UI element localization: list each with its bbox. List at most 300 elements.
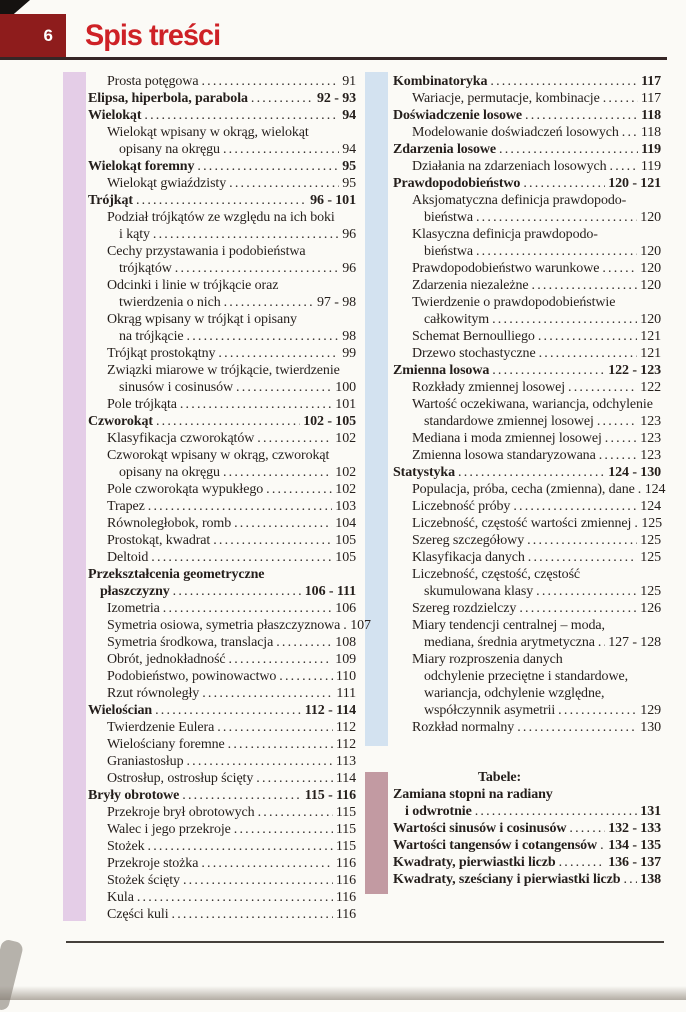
toc-row (393, 617, 661, 634)
toc-row (88, 107, 356, 124)
toc-entry-label: Szereg szczegółowy (412, 533, 525, 548)
toc-entry-label: Prawdopodobieństwo (393, 176, 521, 191)
toc-page-number: 129 (640, 703, 661, 718)
toc-row (393, 90, 661, 107)
toc-page-number: 125 (641, 516, 663, 531)
toc-row (88, 583, 356, 600)
toc-entry-label: Trójkąt prostokątny (107, 346, 216, 361)
toc-page-number: 112 - 114 (304, 703, 356, 718)
toc-entry-label: Zdarzenia losowe (393, 142, 497, 157)
toc-entry-label: Liczebność, częstość, częstość (412, 567, 581, 582)
toc-page-number: 101 (335, 397, 356, 412)
toc-page-number: 95 (342, 159, 356, 174)
toc-entry-label: Zmienna losowa standaryzowana (412, 448, 596, 463)
toc-page-number: 120 - 121 (608, 176, 661, 191)
toc-page-number: 96 (342, 227, 356, 242)
toc-page-number: 117 (640, 91, 661, 106)
toc-row (393, 583, 661, 600)
toc-row (88, 906, 356, 923)
toc-row (393, 260, 661, 277)
toc-page-number: 116 (335, 873, 356, 888)
dot-leader (256, 770, 333, 787)
toc-row (88, 821, 356, 838)
toc-page-number: 119 (640, 159, 661, 174)
toc-row (88, 668, 356, 685)
toc-entry-label: Przekroje brył obrotowych (107, 805, 255, 820)
dot-leader (173, 583, 302, 600)
toc-entry-label: Wielościan (88, 703, 153, 718)
toc-page-number: 120 (640, 312, 661, 327)
toc-entry-label: opisany na okręgu (119, 142, 220, 157)
toc-entry-label: Prosta potęgowa (107, 74, 199, 89)
toc-entry-label: Aksjomatyczna definicja prawdopodo- (412, 193, 627, 208)
toc-row (393, 379, 661, 396)
toc-row (393, 362, 661, 379)
toc-page-number: 118 (641, 108, 661, 123)
toc-row (393, 634, 661, 651)
toc-entry-label: Miary tendencji centralnej – moda, (412, 618, 605, 633)
scan-corner-smudge (0, 938, 24, 1011)
toc-entry-label: Prawdopodobieństwo warunkowe (412, 261, 600, 276)
dot-leader (197, 158, 339, 175)
right-column-color-bar (365, 72, 388, 746)
toc-entry-label: Populacja, próba, cecha (zmienna), dane (412, 482, 635, 497)
dot-leader (136, 192, 307, 209)
toc-page-number: 96 (342, 261, 356, 276)
toc-entry-label: Wariacje, permutacje, kombinacje (412, 91, 600, 106)
toc-row (393, 413, 661, 430)
toc-entry-label: opisany na okręgu (119, 465, 220, 480)
dot-leader (276, 634, 332, 651)
toc-entry-label: Części kuli (107, 907, 169, 922)
toc-entry-label: Przekroje stożka (107, 856, 199, 871)
toc-row (88, 600, 356, 617)
dot-leader (183, 872, 333, 889)
dot-leader (458, 464, 605, 481)
toc-row (88, 277, 356, 294)
dot-leader (223, 141, 339, 158)
toc-row (88, 770, 356, 787)
toc-row (88, 158, 356, 175)
dot-leader (144, 107, 339, 124)
toc-row (393, 803, 661, 820)
toc-row (393, 651, 661, 668)
toc-entry-label: standardowe zmiennej losowej (424, 414, 594, 429)
toc-entry-label: Liczebność, częstość wartości zmiennej (412, 516, 632, 531)
toc-row (88, 515, 356, 532)
toc-page-number: 97 - 98 (317, 295, 356, 310)
toc-page-number: 123 (640, 448, 661, 463)
toc-page-number: 122 - 123 (608, 363, 661, 378)
toc-page-number: 127 - 128 (608, 635, 661, 650)
toc-page-number: 138 (640, 872, 661, 887)
dot-leader (234, 821, 333, 838)
toc-entry-label: bieństwa (424, 244, 473, 259)
toc-row (88, 243, 356, 260)
toc-row (88, 702, 356, 719)
dot-leader (603, 90, 638, 107)
dot-leader (476, 243, 637, 260)
toc-row (393, 600, 661, 617)
toc-page-number: 102 (335, 465, 356, 480)
toc-row (393, 345, 661, 362)
toc-entry-label: Wielokąt foremny (88, 159, 195, 174)
toc-entry-label: płaszczyzny (100, 584, 170, 599)
toc-page-number: 121 (640, 346, 661, 361)
toc-row (88, 192, 356, 209)
toc-page-number: 100 (335, 380, 356, 395)
toc-entry-label: Doświadczenie losowe (393, 108, 523, 123)
toc-page-number: 112 (335, 720, 356, 735)
dot-leader (527, 532, 637, 549)
toc-page-number: 115 (335, 822, 356, 837)
dot-leader (559, 854, 606, 871)
toc-row (393, 430, 661, 447)
toc-entry-label: Twierdzenie Eulera (107, 720, 215, 735)
toc-entry-label: Stożek ścięty (107, 873, 180, 888)
toc-page-number: 108 (335, 635, 356, 650)
dot-leader (610, 158, 638, 175)
toc-entry-label: Graniastosłup (107, 754, 184, 769)
toc-entry-label: Rzut równoległy (107, 686, 200, 701)
toc-row (393, 141, 661, 158)
toc-row (88, 838, 356, 855)
dot-leader (475, 803, 638, 820)
toc-row (393, 532, 661, 549)
dot-leader (172, 906, 333, 923)
toc-entry-label: Walec i jego przekroje (107, 822, 231, 837)
toc-entry-label: Odcinki i linie w trójkącie oraz (107, 278, 279, 293)
toc-page-number: 102 - 105 (303, 414, 356, 429)
toc-row (88, 413, 356, 430)
toc-entry-label: Elipsa, hiperbola, parabola (88, 91, 248, 106)
dot-leader (251, 90, 314, 107)
dot-leader (163, 600, 333, 617)
toc-page-number: 105 (335, 550, 356, 565)
toc-row (393, 566, 661, 583)
dot-leader (180, 396, 332, 413)
dot-leader (202, 685, 333, 702)
toc-row (88, 447, 356, 464)
dot-leader (175, 260, 339, 277)
toc-page-number: 120 (640, 244, 661, 259)
tables-section (393, 769, 661, 888)
dot-leader (598, 634, 605, 651)
toc-page-number: 103 (335, 499, 356, 514)
dot-leader (602, 260, 637, 277)
toc-row (88, 345, 356, 362)
toc-row (88, 498, 356, 515)
dot-leader (266, 481, 332, 498)
toc-entry-label: i odwrotnie (405, 804, 472, 819)
dot-leader (201, 73, 339, 90)
toc-row (88, 549, 356, 566)
toc-page-number: 104 (335, 516, 356, 531)
toc-row (88, 311, 356, 328)
toc-page-number: 102 (335, 431, 356, 446)
dot-leader (536, 583, 637, 600)
toc-entry-label: Kula (107, 890, 134, 905)
toc-page-number: 131 (640, 804, 661, 819)
dot-leader (186, 753, 332, 770)
dot-leader (187, 328, 340, 345)
toc-entry-label: Przekształcenia geometryczne (88, 567, 265, 582)
dot-leader (513, 498, 637, 515)
dot-leader (217, 719, 333, 736)
tables-section-color-bar (365, 772, 388, 894)
toc-entry-label: sinusów i cosinusów (119, 380, 233, 395)
toc-entry-label: Cechy przystawania i podobieństwa (107, 244, 306, 259)
toc-page-number: 134 - 135 (608, 838, 661, 853)
toc-entry-label: Kwadraty, sześciany i pierwiastki liczb (393, 872, 621, 887)
toc-row (393, 209, 661, 226)
toc-row (393, 464, 661, 481)
toc-page-number: 124 - 130 (608, 465, 661, 480)
toc-row (88, 464, 356, 481)
dot-leader (137, 889, 333, 906)
toc-page-number: 120 (640, 261, 661, 276)
toc-entry-label: Trapez (107, 499, 145, 514)
toc-page-number: 99 (342, 346, 356, 361)
toc-entry-label: Mediana i moda zmiennej losowej (412, 431, 602, 446)
page-title: Spis treści (85, 19, 221, 52)
dot-leader (224, 294, 314, 311)
toc-entry-label: trójkątów (119, 261, 172, 276)
toc-page-number: 92 - 93 (317, 91, 356, 106)
toc-row (88, 617, 371, 634)
toc-entry-label: Zamiana stopni na radiany (393, 787, 553, 802)
tables-toc-rows (393, 786, 661, 888)
dot-leader (257, 430, 332, 447)
toc-page-number: 125 (640, 584, 661, 599)
dot-leader (258, 804, 333, 821)
toc-entry-label: Twierdzenie o prawdopodobieństwie (412, 295, 616, 310)
dot-leader (523, 175, 605, 192)
right-toc-column (393, 73, 666, 736)
toc-row (393, 549, 661, 566)
toc-entry-label: Miary rozproszenia danych (412, 652, 563, 667)
dot-leader (229, 175, 339, 192)
dot-leader (605, 430, 638, 447)
dot-leader (182, 787, 302, 804)
toc-row (393, 158, 661, 175)
toc-entry-label: Klasyfikacja czworokątów (107, 431, 255, 446)
toc-page-number: 130 (640, 720, 661, 735)
toc-entry-label: Stożek (107, 839, 145, 854)
toc-row (88, 73, 356, 90)
toc-page-number: 116 (335, 890, 356, 905)
toc-row (393, 277, 661, 294)
toc-entry-label: wariancja, odchylenie względne, (424, 686, 605, 701)
toc-entry-label: Ostrosłup, ostrosłup ścięty (107, 771, 254, 786)
toc-entry-label: Modelowanie doświadczeń losowych (412, 125, 619, 140)
toc-row (393, 328, 661, 345)
dot-leader (148, 838, 333, 855)
toc-row (393, 854, 661, 871)
toc-page-number: 115 (335, 805, 356, 820)
toc-page-number: 115 (335, 839, 356, 854)
toc-entry-label: Zmienna losowa (393, 363, 490, 378)
toc-page-number: 117 (641, 74, 661, 89)
toc-row (88, 90, 356, 107)
toc-entry-label: bieństwa (424, 210, 473, 225)
toc-row (393, 871, 661, 888)
toc-row (88, 481, 356, 498)
page-number-box (0, 14, 66, 57)
toc-entry-label: Liczebność próby (412, 499, 511, 514)
toc-row (88, 651, 356, 668)
toc-row (88, 889, 356, 906)
toc-page-number: 119 (641, 142, 661, 157)
toc-row (393, 481, 666, 498)
toc-page-number: 118 (640, 125, 661, 140)
toc-page-number: 125 (640, 550, 661, 565)
toc-page-number: 94 (342, 108, 356, 123)
dot-leader (622, 124, 638, 141)
dot-leader (568, 379, 637, 396)
toc-page-number: 112 (335, 737, 356, 752)
toc-row (393, 668, 661, 685)
toc-entry-label: Drzewo stochastyczne (412, 346, 536, 361)
toc-page-number: 123 (640, 414, 661, 429)
toc-page-number: 106 - 111 (304, 584, 356, 599)
toc-page-number: 120 (640, 210, 661, 225)
toc-row (393, 243, 661, 260)
dot-leader (597, 413, 637, 430)
toc-row (88, 804, 356, 821)
toc-entry-label: Czworokąt (88, 414, 153, 429)
toc-entry-label: Deltoid (107, 550, 149, 565)
toc-row (393, 294, 661, 311)
toc-row (88, 175, 356, 192)
toc-row (88, 566, 356, 583)
toc-row (393, 192, 661, 209)
toc-row (88, 753, 356, 770)
dot-leader (539, 345, 638, 362)
toc-row (393, 447, 661, 464)
toc-row (88, 328, 356, 345)
toc-page-number: 116 (335, 856, 356, 871)
toc-page-number: 105 (335, 533, 356, 548)
toc-entry-label: Wielościany foremne (107, 737, 225, 752)
toc-page-number: 96 - 101 (310, 193, 356, 208)
dot-leader (229, 651, 333, 668)
toc-row (393, 175, 661, 192)
dot-leader (492, 362, 605, 379)
toc-row (88, 209, 356, 226)
dot-leader (228, 736, 333, 753)
toc-entry-label: Pole czworokąta wypukłego (107, 482, 264, 497)
dot-leader (155, 702, 302, 719)
toc-row (393, 124, 661, 141)
toc-row (88, 379, 356, 396)
toc-entry-label: Rozkład normalny (412, 720, 515, 735)
dot-leader (236, 379, 332, 396)
toc-page-number: 123 (640, 431, 661, 446)
footer-rule (66, 941, 664, 943)
toc-page-number: 132 - 133 (608, 821, 661, 836)
toc-page-number: 107 (350, 618, 371, 633)
toc-page-number: 125 (640, 533, 661, 548)
toc-row (88, 719, 356, 736)
dot-leader (153, 226, 339, 243)
toc-entry-label: Zdarzenia niezależne (412, 278, 529, 293)
toc-row (393, 515, 661, 532)
toc-entry-label: Symetria środkowa, translacja (107, 635, 274, 650)
toc-row (393, 820, 661, 837)
tables-heading: Tabele: (477, 770, 522, 785)
toc-entry-label: Rozkłady zmiennej losowej (412, 380, 566, 395)
dot-leader (525, 107, 638, 124)
toc-entry-label: Równoległobok, romb (107, 516, 232, 531)
toc-entry-label: Wartości tangensów i cotangensów (393, 838, 598, 853)
toc-row (88, 260, 356, 277)
dot-leader (148, 498, 333, 515)
toc-row (88, 736, 356, 753)
toc-entry-label: Kombinatoryka (393, 74, 488, 89)
dot-leader (218, 345, 339, 362)
toc-page-number: 106 (335, 601, 356, 616)
toc-page-number: 94 (342, 142, 356, 157)
toc-page-number: 114 (335, 771, 356, 786)
toc-page-number: 95 (342, 176, 356, 191)
toc-entry-label: Związki miarowe w trójkącie, twierdzenie (107, 363, 340, 378)
toc-entry-label: skumulowana klasy (424, 584, 534, 599)
toc-row (88, 855, 356, 872)
dot-leader (538, 328, 637, 345)
toc-entry-label: Podział trójkątów ze względu na ich boki (107, 210, 335, 225)
toc-row (88, 430, 356, 447)
toc-entry-label: odchylenie przeciętne i standardowe, (424, 669, 628, 684)
toc-page-number: 124 (640, 499, 661, 514)
toc-page-number: 111 (336, 686, 356, 701)
toc-page-number: 98 (342, 329, 356, 344)
toc-entry-label: Wielokąt wpisany w okrąg, wielokąt (107, 125, 309, 140)
toc-entry-label: Wartość oczekiwana, wariancja, odchylenie (412, 397, 653, 412)
dot-leader (599, 447, 638, 464)
toc-entry-label: Prostokąt, kwadrat (107, 533, 211, 548)
toc-row (393, 107, 661, 124)
toc-entry-label: Izometria (107, 601, 160, 616)
toc-row (393, 786, 661, 803)
toc-row (88, 787, 356, 804)
dot-leader (476, 209, 637, 226)
dot-leader (223, 464, 332, 481)
toc-entry-label: Szereg rozdzielczy (412, 601, 517, 616)
toc-row (393, 837, 661, 854)
toc-entry-label: Wielokąt (88, 108, 142, 123)
page-number: 6 (43, 25, 53, 45)
dot-leader (151, 549, 332, 566)
toc-entry-label: Bryły obrotowe (88, 788, 180, 803)
toc-row (393, 498, 661, 515)
toc-entry-label: Wartości sinusów i cosinusów (393, 821, 567, 836)
toc-entry-label: Klasyczna definicja prawdopodo- (412, 227, 598, 242)
toc-page-number: 136 - 137 (608, 855, 661, 870)
dot-leader (492, 311, 637, 328)
toc-page-number: 124 (644, 482, 666, 497)
header-rule (0, 57, 667, 60)
dot-leader (517, 719, 637, 736)
toc-entry-label: Czworokąt wpisany w okrąg, czworokąt (107, 448, 330, 463)
toc-entry-label: Trójkąt (88, 193, 133, 208)
toc-page-number: 116 (335, 907, 356, 922)
toc-page-number: 91 (342, 74, 356, 89)
toc-entry-label: współczynnik asymetrii (424, 703, 556, 718)
dot-leader (519, 600, 637, 617)
toc-row (393, 73, 661, 90)
left-toc-column (88, 73, 371, 923)
